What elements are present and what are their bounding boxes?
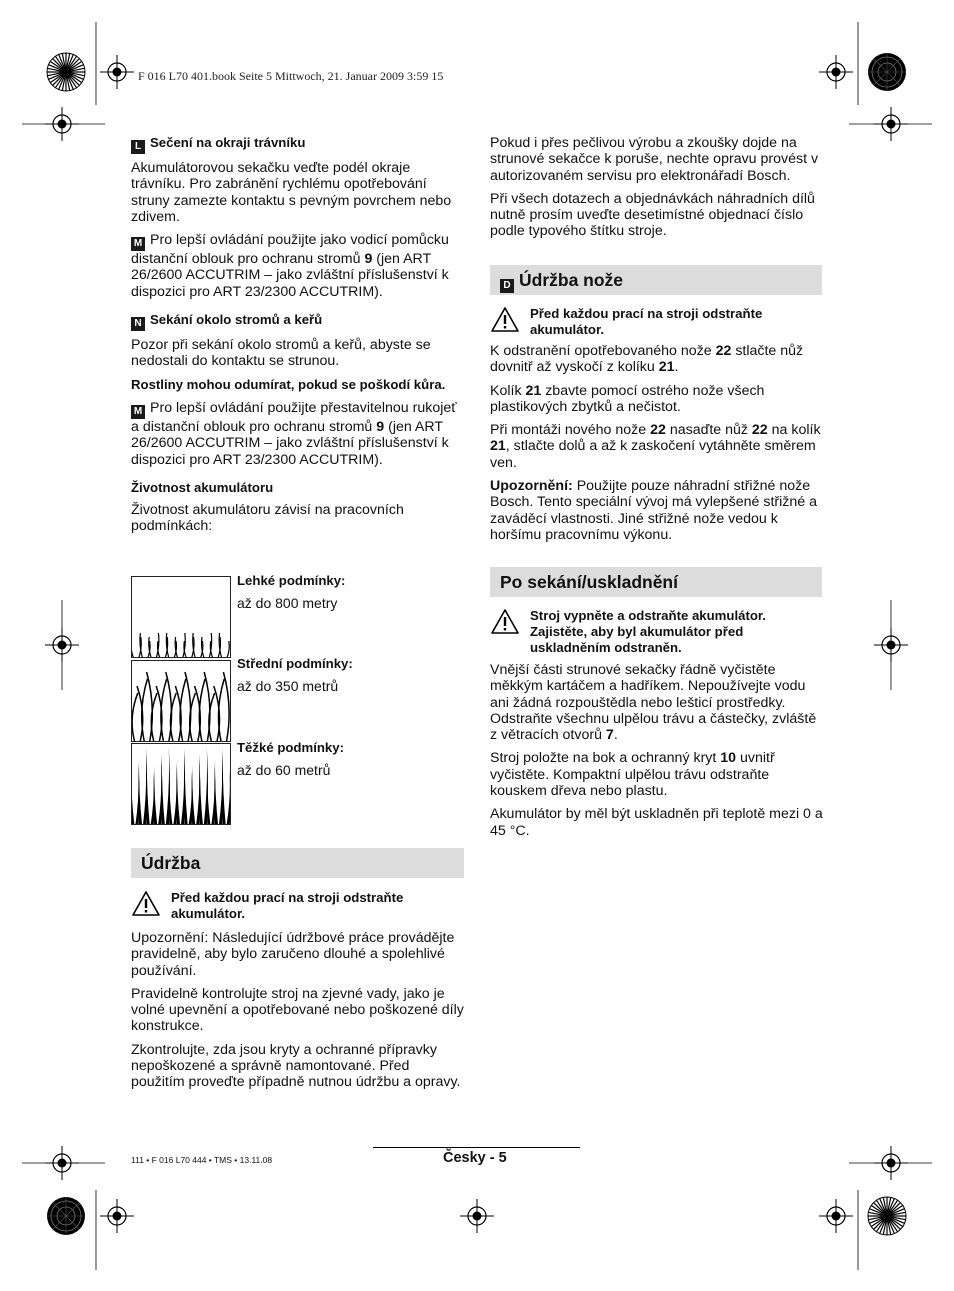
figure-marker-d: D bbox=[500, 279, 514, 293]
figure-marker-n: N bbox=[131, 317, 145, 331]
grass-medium-illustration bbox=[131, 660, 231, 742]
order-text: Při všech dotazech a objednávkách náhradních dílů nutně prosím uveďte desetimístné objednací číslo podle typového štítku stroje. bbox=[490, 190, 815, 240]
blade-warning bbox=[490, 306, 824, 338]
figure-marker-m-2: M bbox=[131, 405, 145, 419]
left-column bbox=[131, 135, 465, 541]
storage-p2: Stroj položte na bok a ochranný kryt 10 uvnitř vyčistěte. Kompaktní ulpělou trávu odstraňte kouskem dřeva nebo plastu. bbox=[490, 750, 775, 800]
trees-text: Pozor při sekání okolo stromů a keřů, abyste se nedostali do kontaktu se strunou. bbox=[131, 337, 431, 370]
storage-heading: Po sekání/uskladnění bbox=[490, 567, 822, 597]
condition-light bbox=[237, 573, 345, 611]
file-info-header: F 016 L70 401.book Seite 5 Mittwoch, 21. Januar 2009 3:59 15 bbox=[138, 69, 444, 83]
maintenance-heading: Údržba bbox=[131, 848, 464, 878]
condition-medium bbox=[237, 656, 353, 694]
footer-rule bbox=[373, 1147, 580, 1148]
condition-heavy-value: až do 60 metrů bbox=[237, 762, 331, 778]
battery-life-text: Životnost akumulátoru závisí na pracovních podmínkách: bbox=[131, 501, 404, 535]
maintenance-p2: Pravidelně kontrolujte stroj na zjevné vady, jako je volné upevnění a opotřebované nebo poškozené díly konstrukce. bbox=[131, 985, 464, 1035]
maintenance-warning-text: Před každou prací na stroji odstraňte akumulátor. bbox=[171, 890, 404, 921]
condition-medium-label: Střední podmínky: bbox=[237, 656, 353, 671]
footer-code: 111 • F 016 L70 444 • TMS • 13.11.08 bbox=[131, 1155, 273, 1165]
tree-guard-tip-2: M Pro lepší ovládání použijte přestavitelnou rukojeť a distanční oblouk pro ochranu stromů 9 (jen ART 26/2600 ACCUTRIM – jako zvláštní příslušenství k dispozici pro ART 23/2300 ACCUTRIM). bbox=[131, 399, 457, 468]
storage-warning-text: Stroj vypněte a odstraňte akumulátor. Zajistěte, aby byl akumulátor před uskladněním odstraněn. bbox=[530, 608, 766, 655]
blade-p1: K odstranění opotřebovaného nože 22 stlačte nůž dovnitř až vyskočí z kolíku 21. bbox=[490, 343, 804, 376]
warning-triangle-icon bbox=[131, 890, 161, 917]
maintenance-section bbox=[131, 890, 465, 1098]
blade-p3: Při montáži nového nože 22 nasaďte nůž 22 na kolík 21, stlačte dolů a až k zaskočení vytáhněte směrem ven. bbox=[490, 422, 821, 471]
repair-text: Pokud i přes pečlivou výrobu a zkoušky dojde na strunové sekačce k poruše, nechte opravu provést v autorizovaném servisu pro elektronářadí Bosch. bbox=[490, 135, 819, 184]
maintenance-p3: Zkontrolujte, zda jsou kryty a ochranné přípravky nepoškozené a správně namontované. Před použitím proveďte případně nutnou údržbu a opravy. bbox=[131, 1041, 461, 1091]
storage-p3: Akumulátor by měl být uskladněn při teplotě mezi 0 a 45 °C. bbox=[490, 806, 823, 839]
warning-triangle-icon bbox=[490, 608, 520, 635]
page-number: Česky - 5 bbox=[443, 1150, 507, 1166]
battery-life-title: Životnost akumulátoru bbox=[131, 479, 274, 495]
figure-marker-m: M bbox=[131, 237, 145, 251]
section-lawn-edge-title: L Sečení na okraji trávníku bbox=[131, 135, 465, 154]
blade-warning-text: Před každou prací na stroji odstraňte akumulátor. bbox=[530, 306, 763, 337]
blade-section bbox=[490, 306, 824, 550]
warning-triangle-icon bbox=[490, 306, 520, 333]
blade-p4: Upozornění: Použijte pouze náhradní střižné nože Bosch. Tento speciální vývoj má vylepšené střižné a zaváděcí vlastnosti. Jiné střižné nože vedou k horšímu pracovnímu výkonu. bbox=[490, 478, 818, 543]
maintenance-p1: Upozornění: Následující údržbové práce provádějte pravidelně, aby bylo zaručeno dlouhé a spolehlivé používání. bbox=[131, 930, 455, 979]
bark-warning: Rostliny mohou odumírat, pokud se poškodí kůra. bbox=[131, 376, 446, 392]
right-intro bbox=[490, 135, 824, 247]
condition-light-value: až do 800 metry bbox=[237, 595, 338, 611]
grass-heavy-illustration bbox=[131, 743, 231, 825]
lawn-edge-text: Akumulátorovou sekačku veďte podél okraje trávníku. Pro zabránění rychlému opotřebování struny zamezte kontaktu s pevným povrchem nebo zdivem. bbox=[131, 160, 452, 225]
blade-p2: Kolík 21 zbavte pomocí ostrého nože všech plastikových zbytků a nečistot. bbox=[490, 382, 765, 415]
condition-medium-value: až do 350 metrů bbox=[237, 678, 339, 694]
storage-section bbox=[490, 608, 824, 846]
condition-light-label: Lehké podmínky: bbox=[237, 573, 346, 588]
section-trees-title: N Sekání okolo stromů a keřů bbox=[131, 312, 465, 331]
tree-guard-tip: M Pro lepší ovládání použijte jako vodicí pomůcku distanční oblouk pro ochranu stromů 9 (jen ART 26/2600 ACCUTRIM – jako zvláštní příslušenství k dispozici pro ART 23/2300 ACCUTRIM). bbox=[131, 232, 449, 300]
storage-warning bbox=[490, 608, 824, 656]
condition-heavy-label: Těžké podmínky: bbox=[237, 740, 344, 755]
condition-heavy bbox=[237, 740, 344, 778]
blade-maintenance-heading: D Údržba nože bbox=[490, 265, 822, 295]
figure-marker-l: L bbox=[131, 140, 145, 154]
maintenance-warning bbox=[131, 890, 465, 922]
storage-p1: Vnější části strunové sekačky řádně vyčistěte měkkým kartáčem a hadříkem. Nepoužívejte vodu ani žádná rozpouštědla nebo lešticí prostředky. Odstraňte všechnu ulpělou trávu a částečky, zvláště z větracích otvorů 7. bbox=[490, 662, 817, 744]
grass-light-illustration bbox=[131, 576, 231, 658]
